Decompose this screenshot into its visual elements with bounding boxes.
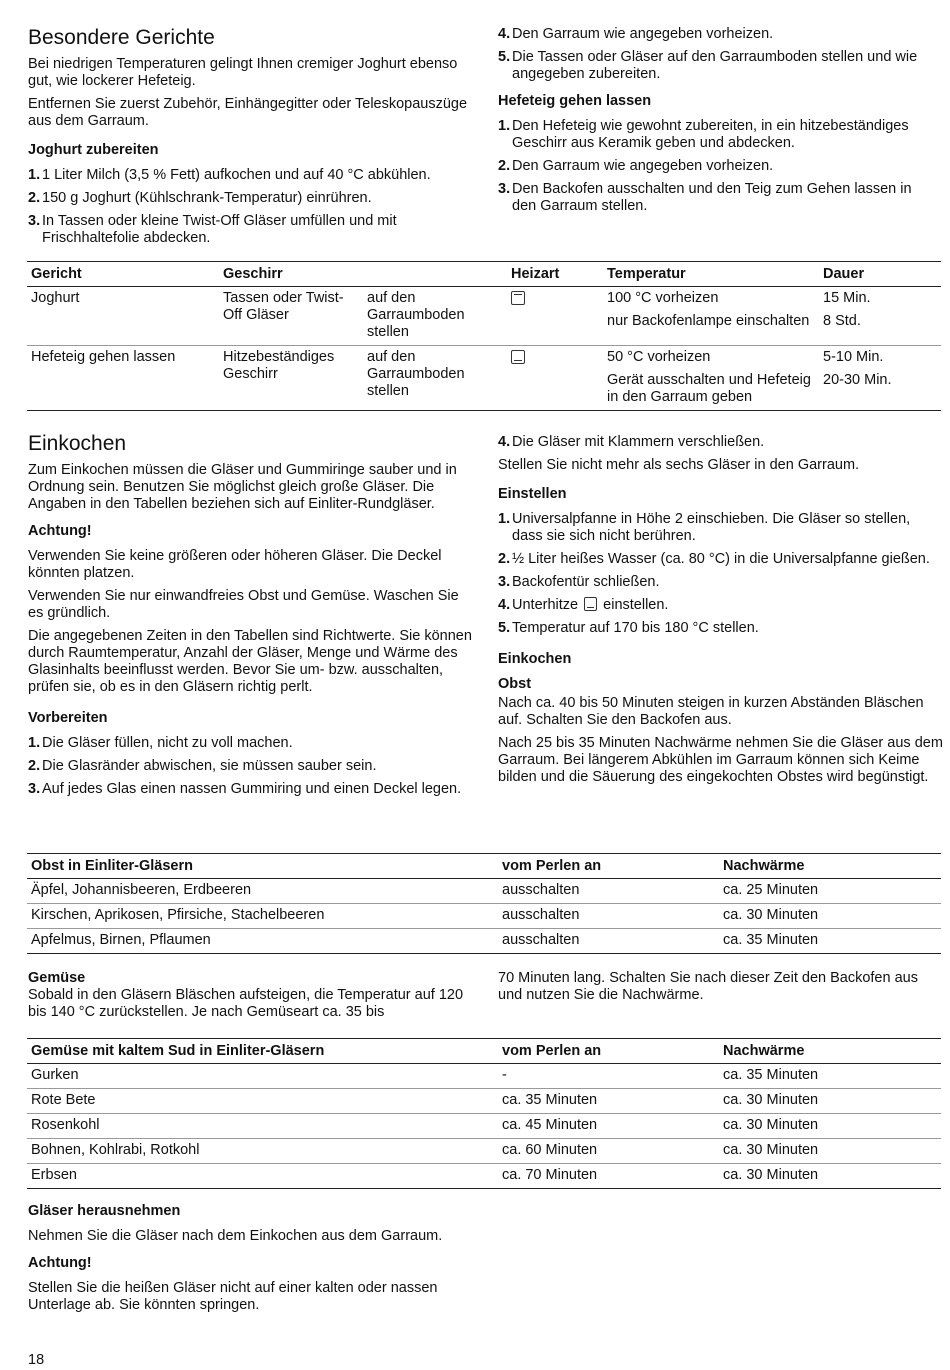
subheading-glaeser: Gläser herausnehmen	[28, 1203, 181, 1219]
info-text: 70 Minuten lang. Schalten Sie nach dieser Zeit den Backofen aus und nutzen Sie die Nachwärme.	[498, 970, 918, 1003]
bottom-heat-icon	[511, 350, 525, 364]
warning-text: Stellen Sie die heißen Gläser nicht auf einer kalten oder nassen Unterlage ab. Sie könnten springen.	[28, 1280, 438, 1313]
list-item: 4. Unterhitze einstellen.	[498, 597, 669, 613]
temperature-text: 100 °C vorheizen	[607, 290, 719, 306]
list-item: 2. ½ Liter heißes Wasser (ca. 80 °C) in die Universalpfanne gießen.	[498, 551, 930, 567]
list-item: 3. Den Backofen ausschalten und den Teig zum Gehen lassen in den Garraum stellen.	[498, 181, 912, 214]
column-header: Temperatur	[603, 262, 819, 287]
table-cell: Apfelmus, Birnen, Pflaumen	[27, 929, 498, 954]
duration-text: 15 Min.	[823, 290, 871, 306]
table-cell: ca. 70 Minuten	[498, 1164, 719, 1189]
duration-text: 20-30 Min.	[823, 372, 892, 388]
warning-text: Verwenden Sie keine größeren oder höheren Gläser. Die Deckel könnten platzen.	[28, 548, 442, 581]
table-header-row	[27, 262, 941, 287]
table-cell: ca. 30 Minuten	[719, 1089, 941, 1114]
table-besondere-gerichte	[27, 261, 941, 411]
gemuese-right	[498, 970, 943, 1010]
table-cell: ca. 45 Minuten	[498, 1114, 719, 1139]
bottom-heat-icon	[584, 597, 597, 611]
table-cell	[819, 346, 941, 411]
list-item: 4. Die Gläser mit Klammern verschließen.	[498, 434, 765, 450]
warning-text: Die angegebenen Zeiten in den Tabellen sind Richtwerte. Sie können durch Raumtemperatur, Anzahl der Gläser, Menge und Wärme des Glasinhalts beeinflusst werden. Bevor Sie um- bzw. ausschalten, prüfen sie, ob es in den Gläsern richtig perlt.	[28, 628, 472, 695]
duration-text: 5-10 Min.	[823, 349, 884, 365]
table-cell	[819, 287, 941, 346]
subheading-hefeteig: Hefeteig gehen lassen	[498, 93, 652, 109]
column-header: Obst in Einliter-Gläsern	[27, 854, 498, 879]
info-text: Nach ca. 40 bis 50 Minuten steigen in kurzen Abständen Bläschen auf. Schalten Sie den Backofen aus.	[498, 695, 924, 728]
list-item: 3. Auf jedes Glas einen nassen Gummiring und einen Deckel legen.	[28, 781, 462, 797]
table-cell: ausschalten	[498, 904, 719, 929]
table-gemuese	[27, 1038, 941, 1189]
warning-text: Verwenden Sie nur einwandfreies Obst und Gemüse. Waschen Sie es gründlich.	[28, 588, 459, 621]
table-header-row	[27, 854, 941, 879]
info-text: Nach 25 bis 35 Minuten Nachwärme nehmen Sie die Gläser aus dem Garraum. Bei längerem Abkühlen im Garraum können sich Keime bilden und die Säuerung des eingekochten Obstes wird begünstigt.	[498, 735, 943, 785]
subheading-einkochen: Einkochen	[498, 651, 572, 667]
table-row	[27, 1089, 941, 1114]
list-item: 2. 150 g Joghurt (Kühlschrank-Temperatur) einrühren.	[28, 190, 372, 206]
table-row	[27, 1114, 941, 1139]
table-row	[27, 879, 941, 904]
table-row	[27, 346, 941, 411]
table-cell: ca. 60 Minuten	[498, 1139, 719, 1164]
duration-text: 8 Std.	[823, 313, 861, 329]
table-cell: Hitzebeständiges Geschirr	[219, 346, 363, 411]
column-header: Heizart	[507, 262, 603, 287]
list-item: 2. Die Glasränder abwischen, sie müssen sauber sein.	[28, 758, 377, 774]
table-cell: ca. 30 Minuten	[719, 904, 941, 929]
table-cell: Bohnen, Kohlrabi, Rotkohl	[27, 1139, 498, 1164]
table-row	[27, 1164, 941, 1189]
list-item: 5. Die Tassen oder Gläser auf den Garraumboden stellen und wie angegeben zubereiten.	[498, 49, 918, 82]
column-header: vom Perlen an	[498, 854, 719, 879]
temperature-text: nur Backofenlampe einschalten	[607, 313, 810, 329]
subheading-obst: Obst	[498, 676, 532, 692]
table-obst	[27, 853, 941, 954]
section-glaeser-herausnehmen	[28, 1203, 473, 1320]
table-cell	[603, 287, 819, 346]
table-cell: ca. 30 Minuten	[719, 1164, 941, 1189]
table-cell: Erbsen	[27, 1164, 498, 1189]
intro-paragraph: Zum Einkochen müssen die Gläser und Gummiringe sauber und in Ordnung sein. Benutzen Sie möglichst gleich große Gläser. Die Angaben in den Tabellen beziehen sich auf Einliter-Rundgläser.	[28, 462, 457, 512]
list-item: 1. Den Hefeteig wie gewohnt zubereiten, in ein hitzebeständiges Geschirr aus Keramik geben und abdecken.	[498, 118, 909, 151]
table-cell: ca. 30 Minuten	[719, 1114, 941, 1139]
section-einkochen-right	[498, 434, 943, 792]
subheading-einstellen: Einstellen	[498, 486, 567, 502]
table-cell: Joghurt	[27, 287, 219, 346]
section-title: Einkochen	[28, 432, 127, 455]
table-cell: ca. 25 Minuten	[719, 879, 941, 904]
section-title: Besondere Gerichte	[28, 26, 215, 49]
table-cell: ca. 35 Minuten	[719, 929, 941, 954]
list-item: 3. In Tassen oder kleine Twist-Off Gläser umfüllen und mit Frischhaltefolie abdecken.	[28, 213, 397, 246]
column-header: Dauer	[819, 262, 941, 287]
table-cell: auf den Garraumboden stellen	[363, 346, 507, 411]
column-header: Nachwärme	[719, 1039, 941, 1064]
table-row	[27, 1064, 941, 1089]
table-row	[27, 904, 941, 929]
temperature-text: Gerät ausschalten und Hefeteig in den Garraum geben	[607, 372, 811, 405]
table-cell: -	[498, 1064, 719, 1089]
warning-heading: Achtung!	[28, 1255, 92, 1271]
column-header: Geschirr	[219, 262, 363, 287]
gemuese-left	[28, 970, 473, 1027]
subheading-gemuese: Gemüse	[28, 970, 86, 986]
table-cell: ca. 30 Minuten	[719, 1139, 941, 1164]
table-cell: Rosenkohl	[27, 1114, 498, 1139]
intro-paragraph: Bei niedrigen Temperaturen gelingt Ihnen cremiger Joghurt ebenso gut, wie lockerer Hefeteig.	[28, 56, 458, 89]
column-header	[363, 262, 507, 287]
warning-heading: Achtung!	[28, 523, 92, 539]
subheading-joghurt: Joghurt zubereiten	[28, 142, 159, 158]
list-item: 4. Den Garraum wie angegeben vorheizen.	[498, 26, 774, 42]
list-item: 5. Temperatur auf 170 bis 180 °C stellen.	[498, 620, 759, 636]
table-cell: ca. 35 Minuten	[719, 1064, 941, 1089]
page-number: 18	[28, 1352, 45, 1368]
table-cell: Kirschen, Aprikosen, Pfirsiche, Stachelbeeren	[27, 904, 498, 929]
section-besondere-gerichte-right	[498, 26, 938, 221]
section-einkochen-left	[28, 432, 473, 804]
table-cell: ausschalten	[498, 879, 719, 904]
info-text: Stellen Sie nicht mehr als sechs Gläser in den Garraum.	[498, 457, 860, 473]
table-cell: Rote Bete	[27, 1089, 498, 1114]
table-cell: Äpfel, Johannisbeeren, Erdbeeren	[27, 879, 498, 904]
info-text: Nehmen Sie die Gläser nach dem Einkochen aus dem Garraum.	[28, 1228, 443, 1244]
table-cell: ausschalten	[498, 929, 719, 954]
temperature-text: 50 °C vorheizen	[607, 349, 711, 365]
table-cell: auf den Garraumboden stellen	[363, 287, 507, 346]
list-item: 1. Die Gläser füllen, nicht zu voll machen.	[28, 735, 293, 751]
table-header-row	[27, 1039, 941, 1064]
table-cell: Tassen oder Twist-Off Gläser	[219, 287, 363, 346]
table-cell	[507, 287, 603, 346]
list-item: 1. Universalpfanne in Höhe 2 einschieben. Die Gläser so stellen, dass sie sich nicht berühren.	[498, 511, 911, 544]
table-row	[27, 1139, 941, 1164]
section-besondere-gerichte-left	[28, 26, 473, 253]
list-item: 2. Den Garraum wie angegeben vorheizen.	[498, 158, 774, 174]
list-item: 1. 1 Liter Milch (3,5 % Fett) aufkochen und auf 40 °C abkühlen.	[28, 167, 431, 183]
column-header: Nachwärme	[719, 854, 941, 879]
table-row	[27, 287, 941, 346]
info-text: Sobald in den Gläsern Bläschen aufsteigen, die Temperatur auf 120 bis 140 °C zurückstellen. Je nach Gemüseart ca. 35 bis	[28, 987, 464, 1020]
column-header: Gericht	[27, 262, 219, 287]
table-cell: ca. 35 Minuten	[498, 1089, 719, 1114]
column-header: vom Perlen an	[498, 1039, 719, 1064]
table-row	[27, 929, 941, 954]
subheading-vorbereiten: Vorbereiten	[28, 710, 108, 726]
top-heat-icon	[511, 291, 525, 305]
table-cell: Gurken	[27, 1064, 498, 1089]
column-header: Gemüse mit kaltem Sud in Einliter-Gläsern	[27, 1039, 498, 1064]
list-item: 3. Backofentür schließen.	[498, 574, 660, 590]
table-cell	[507, 346, 603, 411]
intro-paragraph: Entfernen Sie zuerst Zubehör, Einhängegitter oder Teleskopauszüge aus dem Garraum.	[28, 96, 468, 129]
table-cell	[603, 346, 819, 411]
table-cell: Hefeteig gehen lassen	[27, 346, 219, 411]
